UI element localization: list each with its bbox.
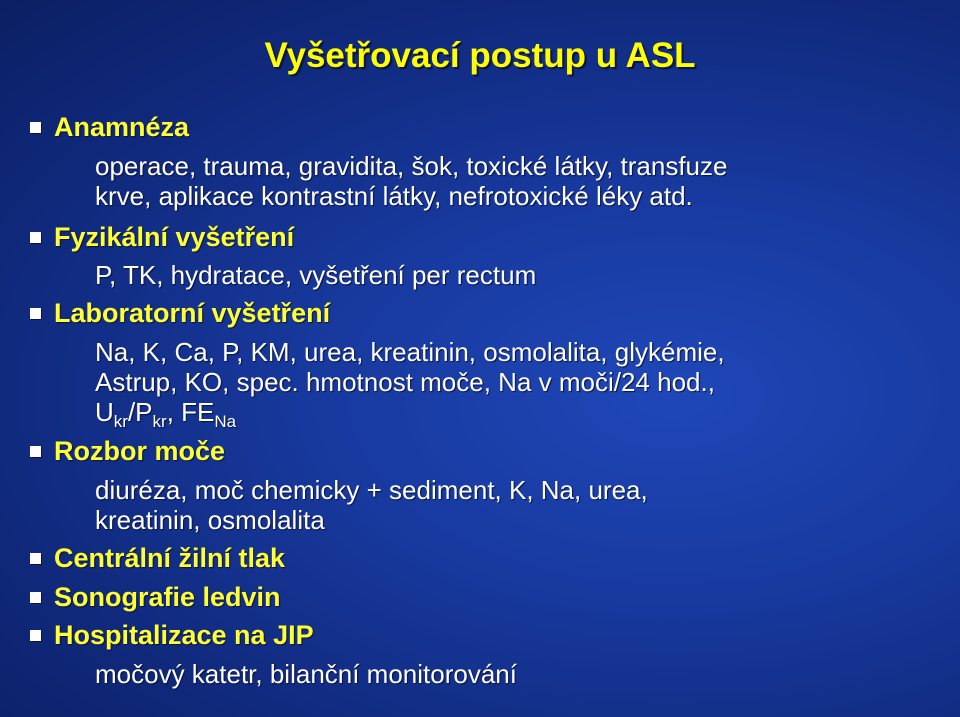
slide-title: Vyšetřovací postup u ASL [264, 36, 696, 75]
sub-line: močový katetr, bilanční monitorování [95, 659, 517, 689]
bullet-label: Anamnéza [54, 112, 190, 142]
bullet-item-hospitalizace [30, 620, 314, 651]
sub-line: krve, aplikace kontrastní látky, nefrotoxické léky atd. [95, 181, 693, 211]
sub-line: diuréza, moč chemicky + sediment, K, Na, urea, [95, 475, 648, 505]
square-bullet-icon [30, 553, 41, 564]
sub-line: operace, trauma, gravidita, šok, toxické látky, transfuze [95, 151, 728, 181]
bullet-label: Centrální žilní tlak [54, 543, 286, 573]
bullet-item-czt [30, 543, 285, 574]
sub-text [95, 151, 727, 211]
sub-text [95, 337, 725, 431]
bullet-label: Hospitalizace na JIP [54, 620, 314, 650]
sub-text [95, 475, 648, 535]
bullet-label: Laboratorní vyšetření [54, 298, 331, 328]
bullet-label: Rozbor moče [54, 436, 226, 466]
sub-line: Astrup, KO, spec. hmotnost moče, Na v moči/24 hod., [95, 367, 715, 397]
square-bullet-icon [30, 446, 41, 457]
sub-line: Na, K, Ca, P, KM, urea, kreatinin, osmolalita, glykémie, [95, 337, 725, 367]
sub-line: kreatinin, osmolalita [95, 505, 325, 535]
bullet-item-fyzikalni [30, 222, 294, 253]
square-bullet-icon [30, 592, 41, 603]
square-bullet-icon [30, 232, 41, 243]
square-bullet-icon [30, 308, 41, 319]
square-bullet-icon [30, 630, 41, 641]
square-bullet-icon [30, 122, 41, 133]
bullet-label: Fyzikální vyšetření [54, 222, 295, 252]
formula-line: $U_{kr}/P_{kr}$, $FE_{Na}$ [95, 397, 237, 431]
bullet-item-rozbor-moce [30, 436, 225, 467]
sub-line: P, TK, hydratace, vyšetření per rectum [95, 260, 537, 290]
bullet-item-anamneza [30, 112, 189, 143]
bullet-item-laboratorni [30, 298, 330, 329]
bullet-label: Sonografie ledvin [54, 582, 281, 612]
bullet-item-sonografie [30, 582, 281, 613]
sub-text [95, 260, 536, 290]
sub-text [95, 659, 517, 689]
